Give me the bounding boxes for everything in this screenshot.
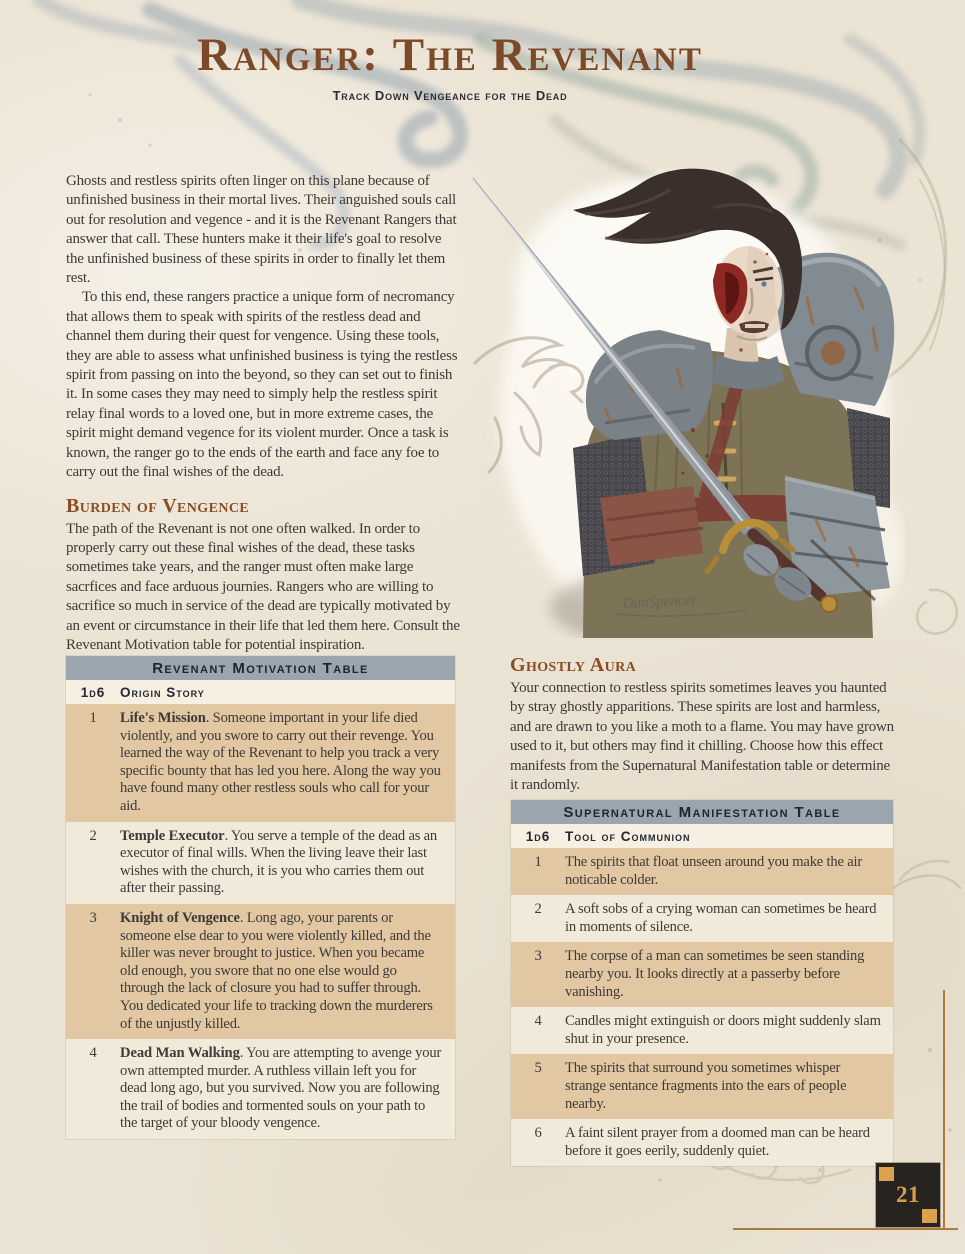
frame-line-vertical	[943, 990, 945, 1230]
row-text: The corpse of a man can sometimes be seen standing nearby you. It looks directly at a passerby before vanishing.	[565, 948, 865, 1000]
motivation-table-title: Revenant Motivation Table	[66, 656, 455, 680]
page-header	[0, 30, 900, 103]
artist-signature: DanSpencer	[622, 592, 698, 612]
table-row	[66, 704, 455, 822]
manifestation-table-header	[511, 824, 893, 848]
motivation-col-roll: 1d6	[80, 685, 106, 700]
table-row	[66, 1039, 455, 1139]
table-row	[511, 1054, 893, 1119]
revenant-motivation-table	[66, 656, 455, 1139]
supernatural-manifestation-table	[511, 800, 893, 1166]
manifestation-col-label: Tool of Communion	[565, 829, 691, 844]
manifestation-col-roll: 1d6	[525, 829, 551, 844]
intro-paragraph-1: Ghosts and restless spirits often linger on this plane because of unfinished business in their mortal lives. Their anguished souls call out for resolution and vegence - and it is the Revenant Rangers that answer that call. These hunters make it their life's goal to resolve the unfinished business of these spirits in order to finally let them rest.	[66, 173, 457, 287]
row-text: Knight of Vengence. Long ago, your parents or someone else dear to you were violently killed, and the killer was never brought to justice. When you became old enough, you swore that no one else would go through the lack of closure you had to suffer through. You dedicated your life to tracking down the murderers of the unjustly killed.	[120, 909, 433, 1032]
table-row	[66, 904, 455, 1039]
row-text: The spirits that surround you sometimes whisper strange sentance fragments into the ears of people nearby.	[565, 1060, 847, 1112]
ghostly-aura-paragraph: Your connection to restless spirits sometimes leaves you haunted by stray ghostly apparitions. These spirits are lost and harmless, and are drawn to you like a moth to a flame. You may have grown used to it, but others may find it chilling. Choose how this effect manifests from the Supernatural Manifestation table or determine it randomly.	[510, 680, 894, 794]
motivation-col-label: Origin Story	[120, 685, 205, 700]
row-text: Dead Man Walking. You are attempting to avenge your own attempted murder. A ruthless villain left you for dead long ago, but you survived. Now you are following the trail of bodies and tormented souls on your path to the target of your bloody vengence.	[120, 1045, 442, 1132]
motivation-table-header	[66, 680, 455, 704]
page-title: Ranger: The Revenant	[197, 29, 703, 81]
row-text: Life's Mission. Someone important in your life died violently, and you swore to carry out their revenge. You learned the way of the Revenant to help you track a very specific bounty that has led you here. Along the way you have found many other restless souls who call for your aid.	[120, 710, 441, 814]
row-roll: 2	[534, 901, 542, 918]
table-row	[511, 1119, 893, 1166]
table-row	[66, 822, 455, 904]
ghostly-aura-section	[510, 655, 900, 795]
row-roll: 1	[89, 710, 97, 726]
row-title: Dead Man Walking	[120, 1045, 240, 1062]
row-text: A soft sobs of a crying woman can sometimes be heard in moments of silence.	[565, 901, 877, 935]
page-subtitle: Track Down Vengeance for the Dead	[332, 87, 568, 103]
manifestation-table-title: Supernatural Manifestation Table	[511, 800, 893, 824]
row-roll: 3	[89, 909, 97, 926]
row-title: Knight of Vengence	[120, 909, 240, 926]
row-roll: 3	[534, 948, 542, 965]
row-roll: 6	[534, 1125, 542, 1142]
burden-heading: Burden of Vengence	[66, 494, 250, 517]
row-roll: 2	[89, 827, 97, 844]
page-number-badge	[876, 1163, 940, 1227]
row-roll: 4	[534, 1013, 542, 1030]
intro-paragraph-2: To this end, these rangers practice a unique form of necromancy that allows them to speak with spirits of the restless dead and channel them during their quest for vengence. Using these tools, they are able to assess what unfinished business is tying the restless spirit from passing on into the beyond, so they can set out to finish it. In some cases they may need to simply help the restless spirit relay final words to a loved one, but in more extreme cases, the spirit might demand vegence for its violent murder. Once a task is known, the ranger go to the ends of the earth and face any foe to carry out the final wishes of the dead.	[66, 289, 458, 481]
table-row	[511, 895, 893, 942]
table-row	[511, 1007, 893, 1054]
table-row	[511, 942, 893, 1007]
row-roll: 5	[534, 1060, 542, 1077]
row-text: A faint silent prayer from a doomed man can be heard before it goes eerily, suddenly quiet.	[565, 1125, 870, 1159]
row-title: Temple Executor	[120, 827, 225, 844]
row-roll: 4	[89, 1045, 97, 1062]
row-roll: 1	[534, 854, 542, 870]
burden-paragraph: The path of the Revenant is not one often walked. In order to properly carry out these final wishes of the dead, these tasks sometimes take years, and the ranger must often make large sacrfices and face arduous journies. Rangers who are willing to sacrifice so much in service of the dead are typically motivated by an event or circumstance in their life that led them here. Consult the Revenant Motivation table for potential inspiration.	[66, 520, 460, 653]
table-row	[511, 848, 893, 895]
revenant-ranger-illustration	[455, 168, 905, 638]
page-number: 21	[896, 1182, 920, 1207]
row-text: Candles might extinguish or doors might suddenly slam shut in your presence.	[565, 1013, 881, 1047]
intro-section	[66, 172, 460, 655]
row-text: The spirits that float unseen around you make the air noticable colder.	[565, 854, 862, 888]
frame-line-horizontal	[733, 1228, 958, 1230]
row-text: Temple Executor. You serve a temple of the dead as an executor of final wills. When the living leave their last wishes with the church, it is you who carries them out after their passing.	[120, 827, 438, 897]
ghostly-aura-heading: Ghostly Aura	[510, 654, 637, 676]
row-title: Life's Mission	[120, 710, 206, 726]
